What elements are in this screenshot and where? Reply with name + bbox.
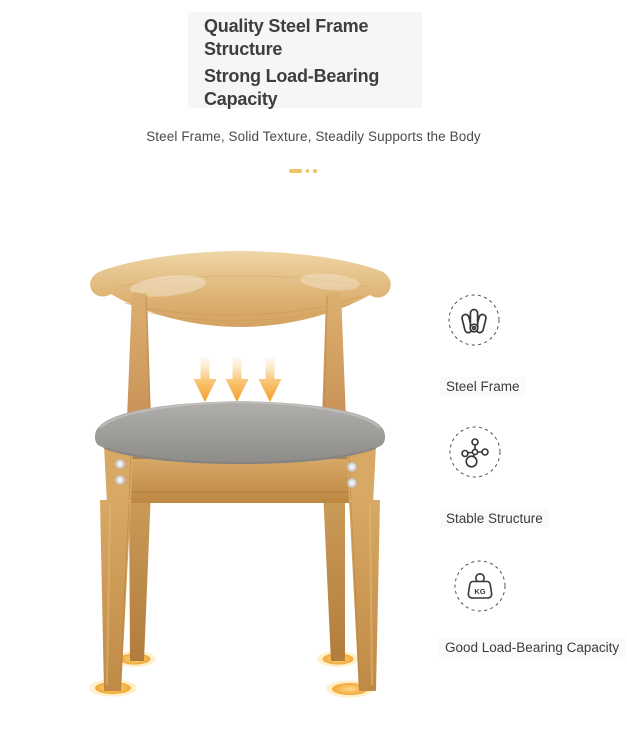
page-title: Quality Steel Frame Structure — [204, 16, 369, 59]
feature-label-steel-frame: Steel Frame — [440, 377, 526, 396]
feature-label-stable-structure: Stable Structure — [440, 509, 549, 528]
structure-nodes-icon — [449, 426, 501, 478]
kg-badge-text: KG — [474, 587, 486, 596]
front-foot-pads — [89, 680, 374, 698]
weight-kg-icon — [454, 560, 506, 612]
rear-foot-pads — [114, 651, 359, 667]
pressure-arrows-icon — [194, 357, 282, 402]
feature-label-load-bearing: Good Load-Bearing Capacity — [439, 638, 625, 657]
page-subtitle-heading: Strong Load-Bearing Capacity — [204, 66, 380, 109]
seat-cushion — [95, 401, 385, 464]
steel-tubes-icon — [448, 294, 500, 346]
tagline: Steel Frame, Solid Texture, Steadily Supports the Body — [146, 129, 481, 144]
chair-rear-legs — [129, 490, 345, 661]
